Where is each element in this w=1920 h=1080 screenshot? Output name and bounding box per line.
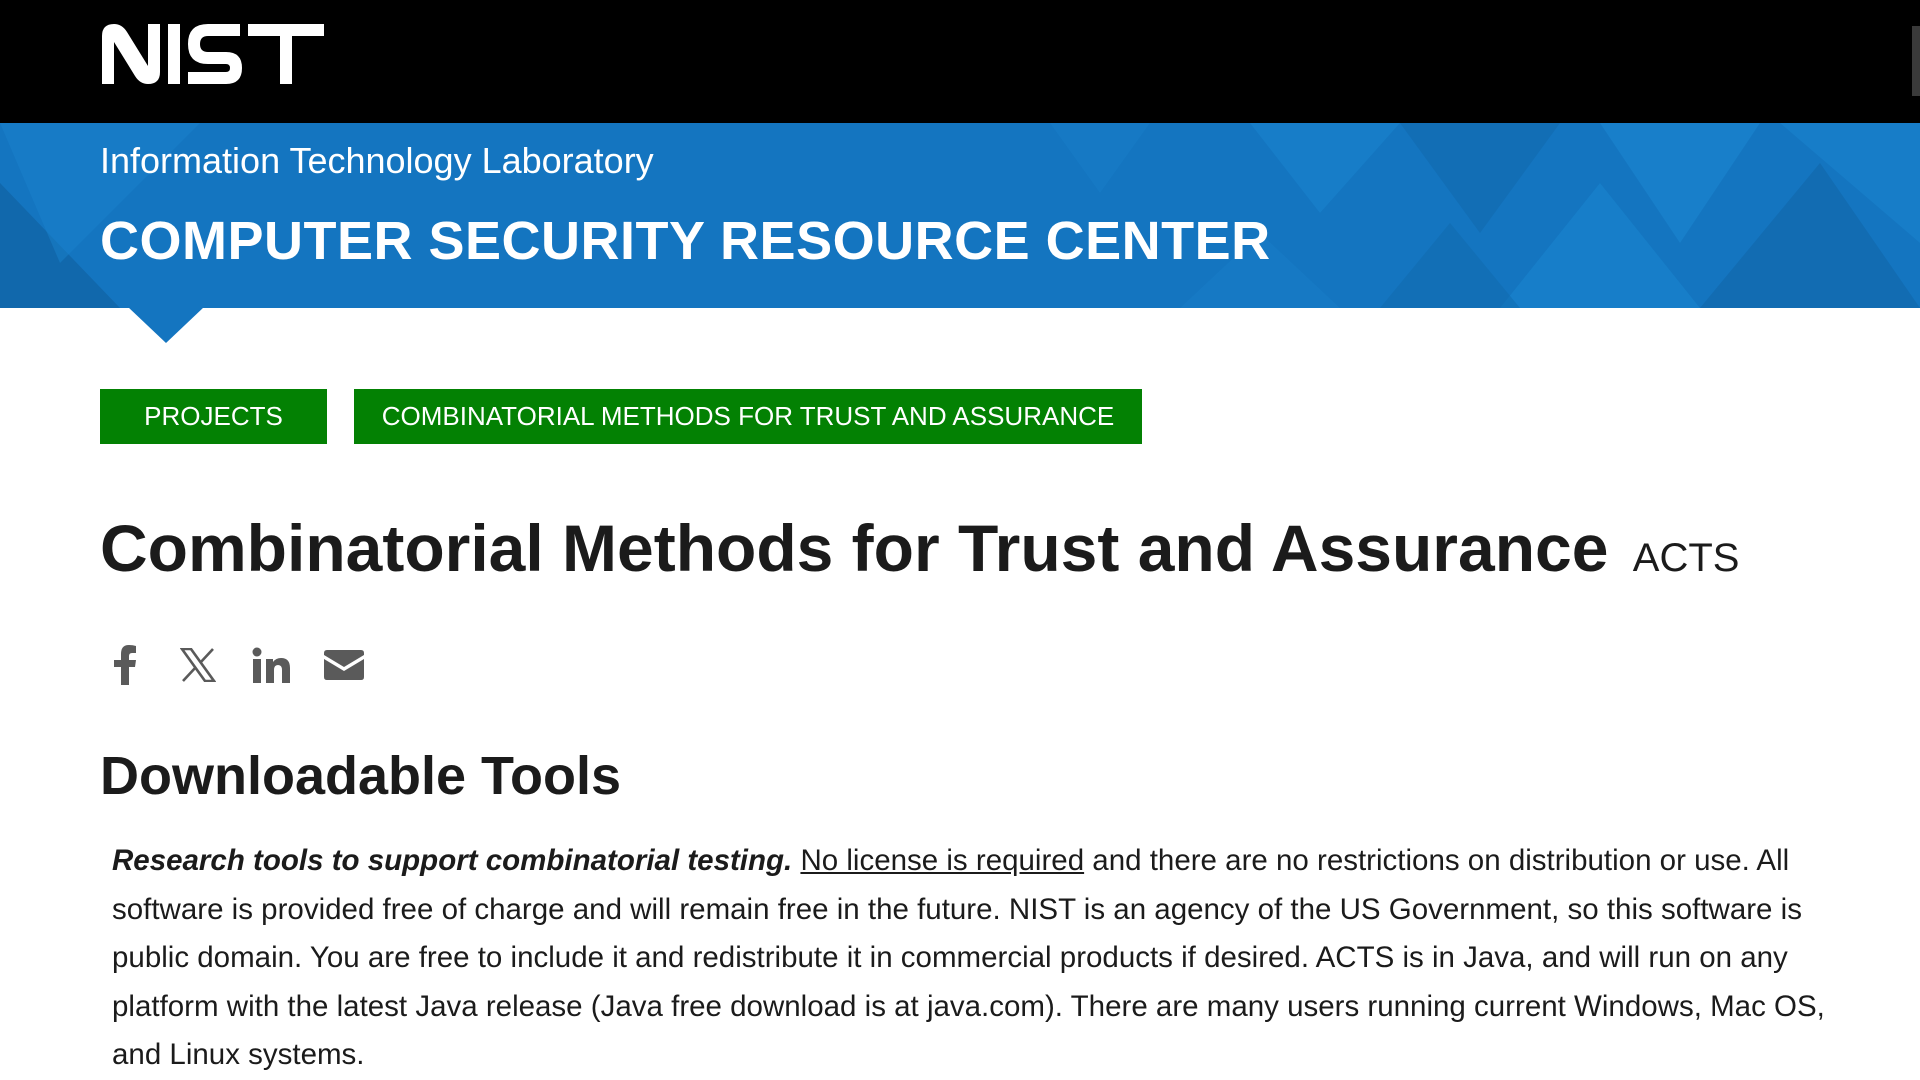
- downloadable-tools-description: [112, 837, 1864, 1080]
- nist-logo[interactable]: [100, 22, 326, 91]
- facebook-icon[interactable]: [100, 640, 150, 690]
- description-body: and there are no restrictions on distribution or use. All software is provided free of charge and will remain free in the future. NIST is an agency of the US Government, so this software is public domain. You are free to include it and redistribute it in commercial products if desired. ACTS is in Java, and will run on any platform with the latest Java release (Java free download is at java.com). There are many users running current Windows, Mac OS, and Linux systems.: [112, 844, 1825, 1071]
- banner-title[interactable]: COMPUTER SECURITY RESOURCE CENTER: [100, 211, 1271, 271]
- scrollbar-thumb[interactable]: [1912, 26, 1920, 96]
- page-title-tag: ACTS: [1632, 536, 1740, 580]
- top-header-bar: [0, 0, 1920, 123]
- nist-logo-icon: [100, 22, 326, 86]
- breadcrumb-projects[interactable]: PROJECTS: [100, 389, 327, 444]
- banner-notch: [128, 307, 204, 343]
- x-twitter-icon[interactable]: [173, 640, 223, 690]
- breadcrumb-combinatorial-methods[interactable]: COMBINATORIAL METHODS FOR TRUST AND ASSURANCE: [354, 389, 1142, 444]
- banner-subtitle[interactable]: Information Technology Laboratory: [100, 140, 654, 181]
- no-license-link[interactable]: No license is required: [800, 844, 1085, 877]
- page-title-text: Combinatorial Methods for Trust and Assurance: [100, 511, 1609, 585]
- linkedin-icon[interactable]: [246, 640, 296, 690]
- email-icon[interactable]: [319, 640, 369, 690]
- share-bar: [100, 640, 392, 690]
- page-title: [100, 510, 1739, 586]
- section-heading: Downloadable Tools: [100, 746, 622, 806]
- lead-sentence: Research tools to support combinatorial testing.: [112, 844, 793, 877]
